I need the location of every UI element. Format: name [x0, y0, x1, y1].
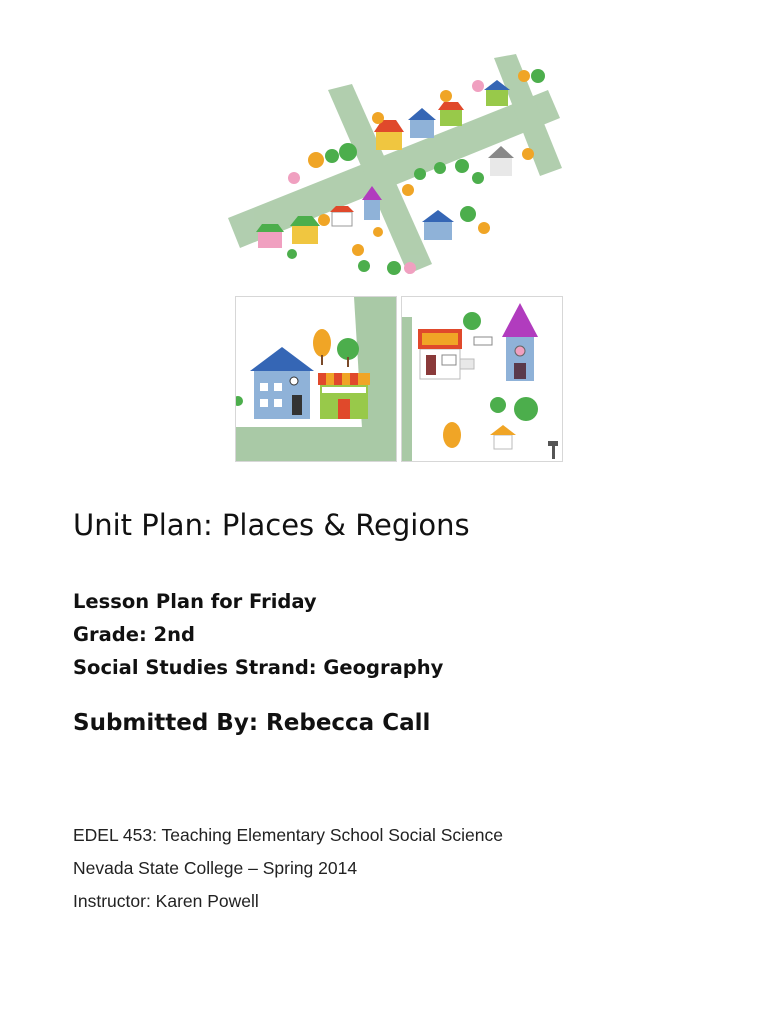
tower-icon — [502, 303, 538, 381]
house-icon — [250, 347, 314, 419]
lesson-day: Lesson Plan for Friday — [73, 590, 317, 613]
submitted-by: Submitted By: Rebecca Call — [73, 710, 431, 736]
course-name: EDEL 453: Teaching Elementary School Social Science — [73, 825, 503, 845]
house-icon — [330, 206, 354, 226]
house-icon — [374, 120, 404, 150]
town-closeup-right — [401, 296, 563, 462]
house-icon — [438, 102, 464, 126]
house-icon — [256, 224, 284, 248]
strand: Social Studies Strand: Geography — [73, 656, 444, 679]
grade-level: Grade: 2nd — [73, 623, 195, 646]
shop-icon — [318, 373, 370, 419]
tree-icon — [313, 329, 359, 367]
house-icon — [422, 210, 454, 240]
document-title: Unit Plan: Places & Regions — [73, 508, 470, 542]
instructor: Instructor: Karen Powell — [73, 891, 259, 911]
shop-icon — [418, 329, 474, 379]
house-icon — [408, 108, 436, 138]
lamp-icon — [548, 441, 558, 459]
town-closeup-left — [235, 296, 397, 462]
town-map-illustration — [228, 50, 566, 285]
college-term: Nevada State College – Spring 2014 — [73, 858, 358, 878]
house-icon — [488, 146, 514, 176]
gazebo-icon — [490, 425, 516, 449]
